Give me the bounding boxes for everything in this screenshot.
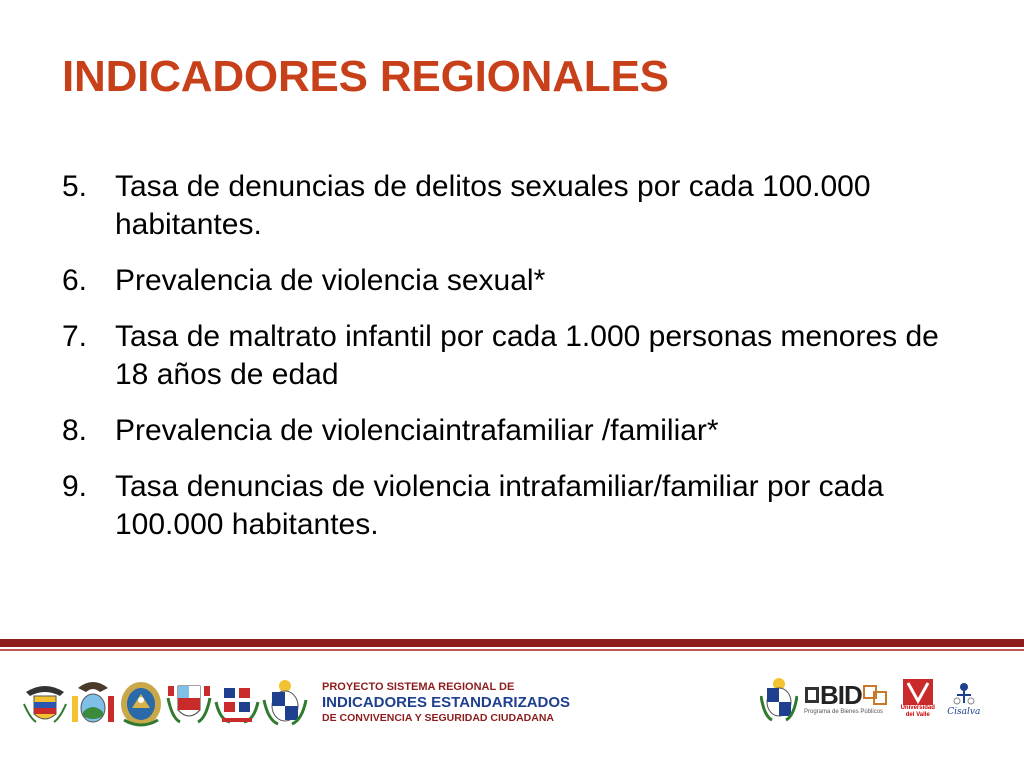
- item-number: 9.: [62, 470, 88, 503]
- univalle-logo: [898, 679, 938, 719]
- item-number: 6.: [62, 264, 88, 297]
- bid-emblem-icon: [804, 684, 820, 706]
- list-item: [62, 318, 962, 394]
- item-text: Tasa de denuncias de delitos sexuales por cada 100.000 habitantes.: [115, 170, 871, 241]
- project-line-1: PROYECTO SISTEMA REGIONAL DE: [322, 681, 515, 693]
- item-text: Tasa denuncias de violencia intrafamiliar/familiar por cada 100.000 habitantes.: [115, 470, 884, 541]
- uruguay-crest-icon: [262, 678, 308, 728]
- project-name: [322, 681, 570, 725]
- bid-logo: [804, 682, 892, 716]
- bid-logo-text: BID: [820, 680, 862, 710]
- footer-divider: [0, 639, 1024, 647]
- project-line-3: DE CONVIVENCIA Y SEGURIDAD CIUDADANA: [322, 712, 554, 724]
- item-text: Tasa de maltrato infantil por cada 1.000 personas menores de 18 años de edad: [115, 320, 939, 391]
- bid-subtitle: Programa de Bienes Públicos: [804, 709, 884, 715]
- univalle-label: Universidad del Valle: [900, 705, 935, 718]
- project-line-2: INDICADORES ESTANDARIZADOS: [322, 694, 571, 711]
- item-number: 7.: [62, 320, 88, 353]
- uruguay-crest-icon: [760, 676, 798, 722]
- footer-divider-thin: [0, 649, 1024, 651]
- indicator-list: [62, 168, 962, 562]
- list-item: [62, 412, 962, 450]
- cisalva-label: Cisalva: [947, 707, 981, 717]
- peru-crest-icon: [166, 678, 212, 728]
- list-item: [62, 168, 962, 244]
- honduras-crest-icon: [118, 678, 164, 728]
- cisalva-logo: [944, 681, 984, 717]
- list-item: [62, 468, 962, 544]
- partner-logos: [760, 676, 984, 722]
- item-text: Prevalencia de violencia sexual*: [115, 264, 546, 297]
- dominican-republic-crest-icon: [214, 678, 260, 728]
- item-number: 8.: [62, 414, 88, 447]
- country-crests: [22, 678, 308, 728]
- item-number: 5.: [62, 170, 88, 203]
- slide-title: INDICADORES REGIONALES: [62, 52, 669, 101]
- univalle-emblem-icon: [903, 679, 933, 705]
- cisalva-emblem-icon: [949, 681, 979, 707]
- list-item: [62, 262, 962, 300]
- ecuador-crest-icon: [70, 678, 116, 728]
- bid-squares-icon: [862, 684, 892, 706]
- item-text: Prevalencia de violenciaintrafamiliar /familiar*: [115, 414, 719, 447]
- colombia-crest-icon: [22, 678, 68, 728]
